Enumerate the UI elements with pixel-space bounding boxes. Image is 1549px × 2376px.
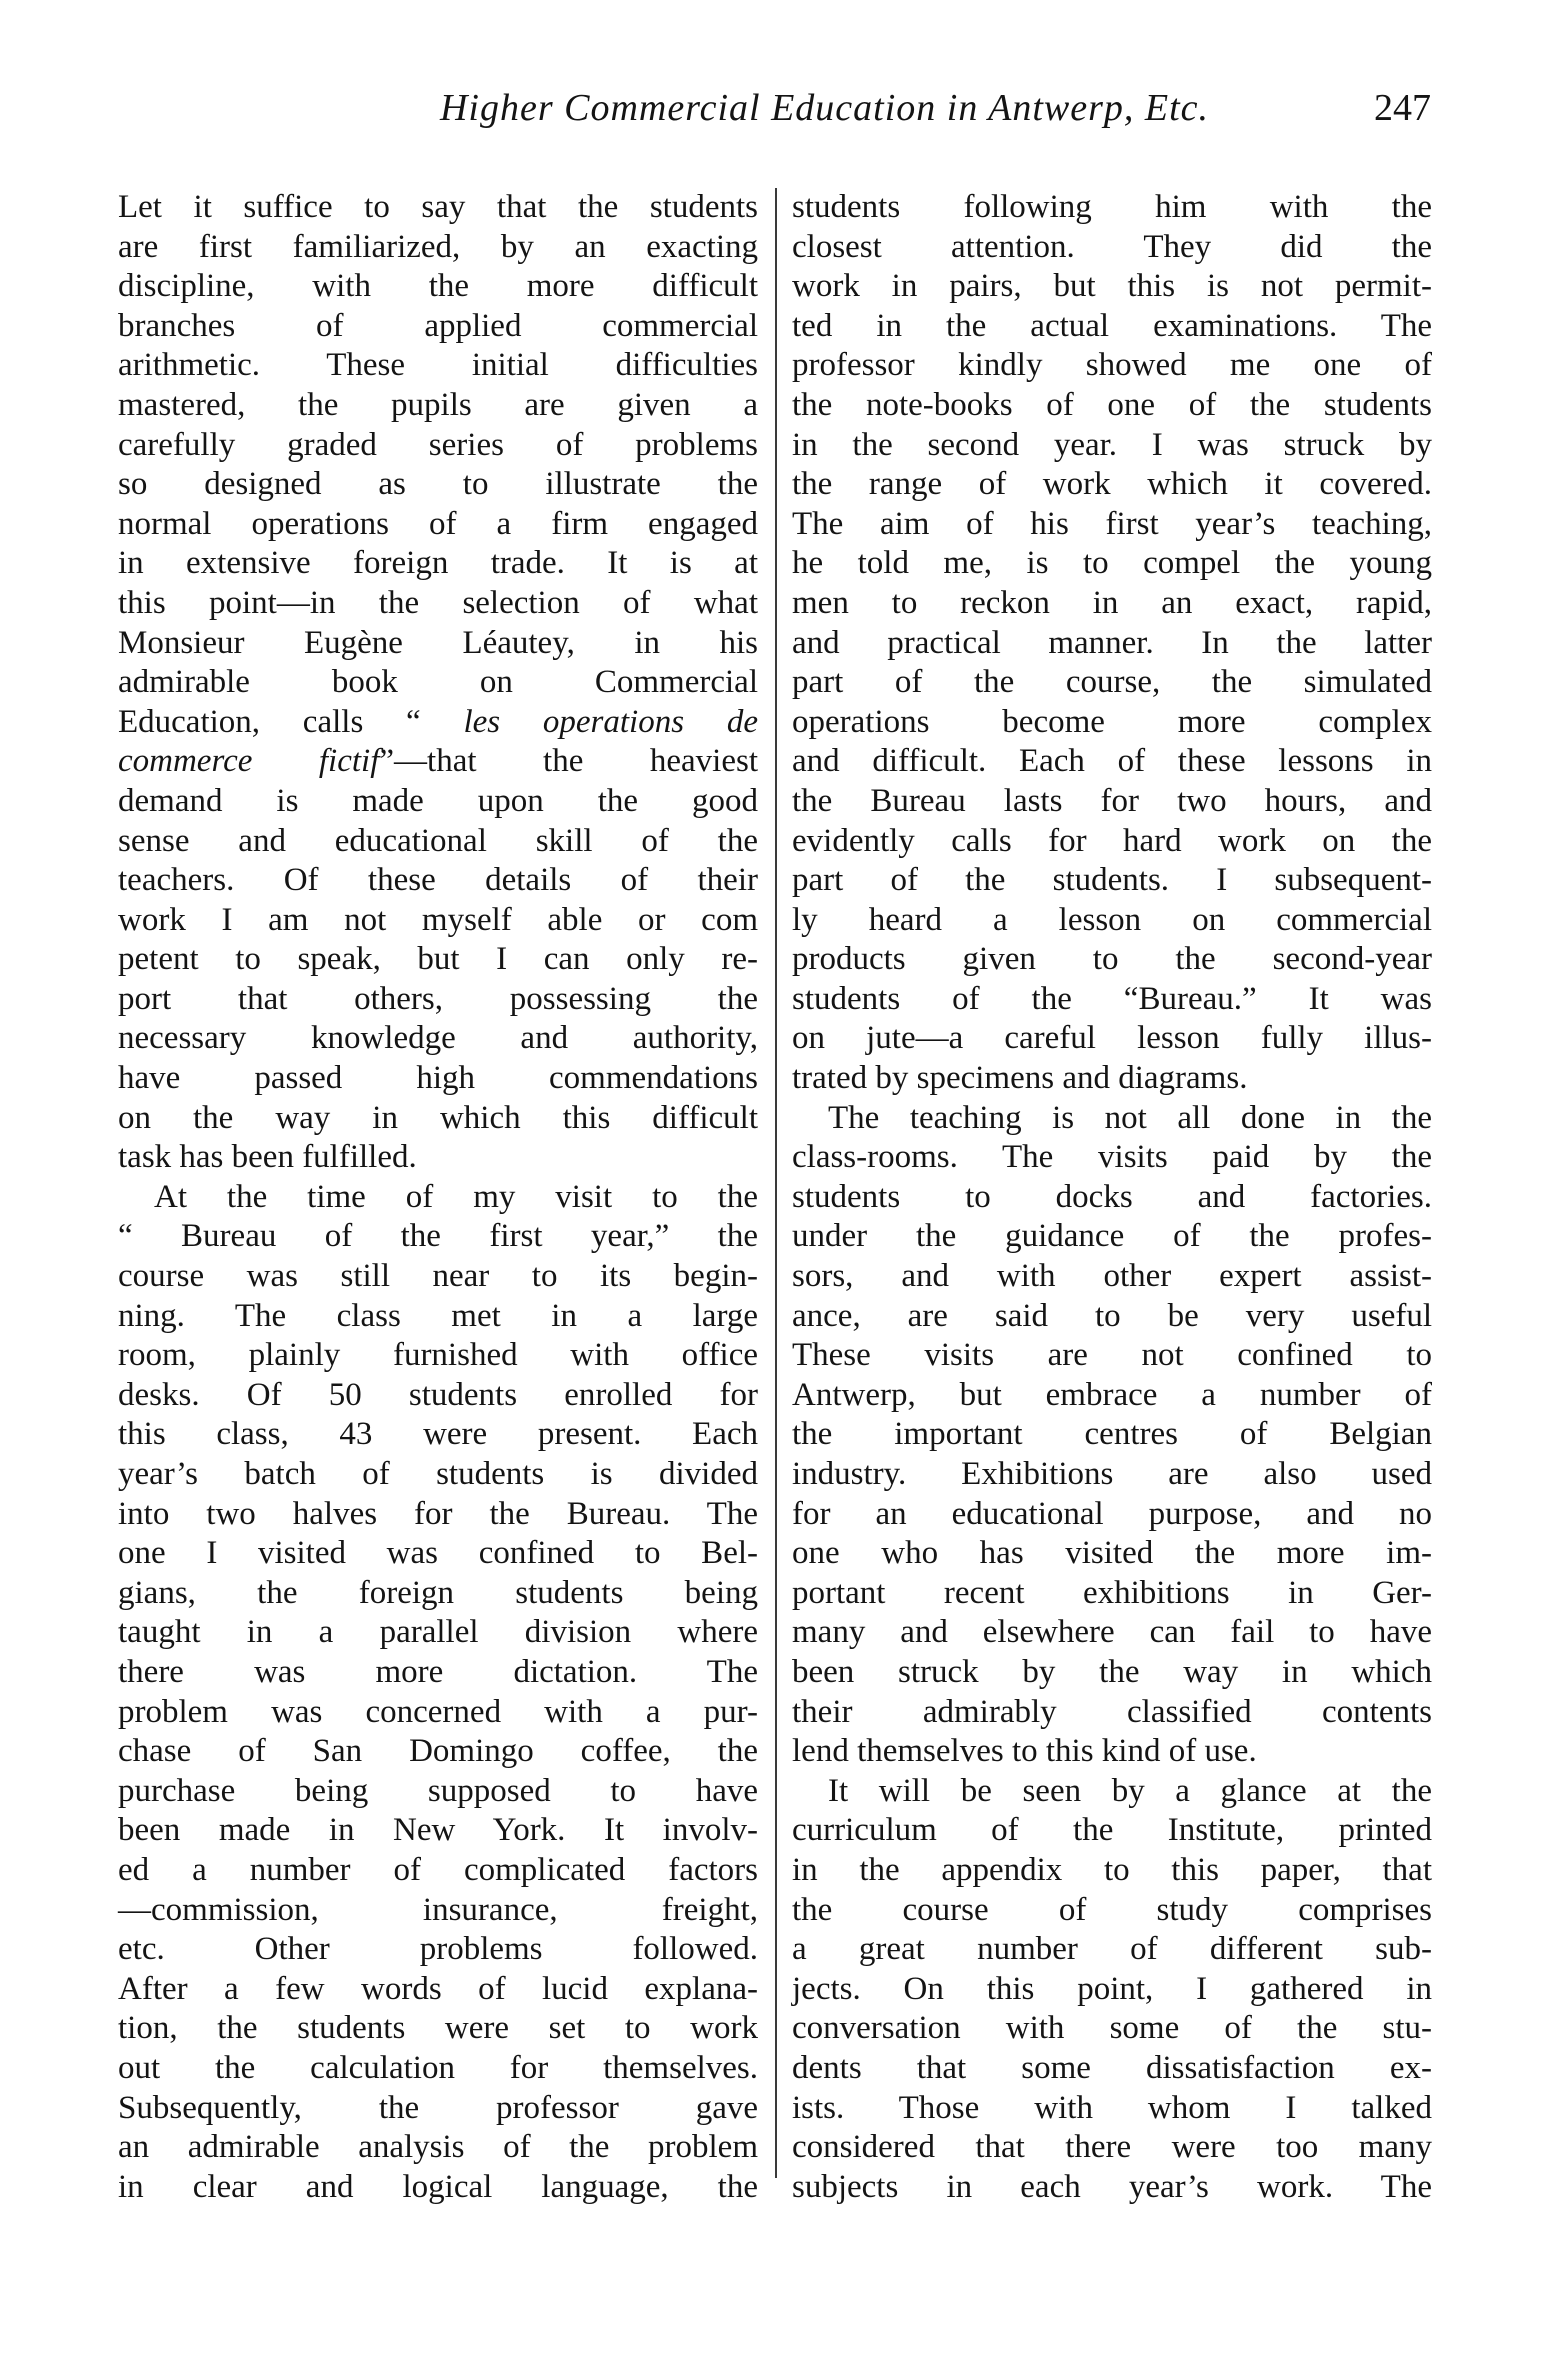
text-line: the Bureau lasts for two hours, and [792, 782, 1432, 819]
text-line: conversation with some of the stu- [792, 2010, 1432, 2047]
text-line: products given to the second-year [792, 941, 1432, 978]
text-line: normal operations of a firm engaged [118, 505, 758, 542]
text-line: Monsieur Eugène Léautey, in his [118, 624, 758, 661]
text-line: teachers. Of these details of their [118, 862, 758, 899]
text-line: “ Bureau of the first year,” the [118, 1218, 758, 1255]
text-line: a great number of different sub- [792, 1931, 1432, 1968]
paragraph-end-line: task has been fulfilled. [118, 1139, 417, 1176]
text-line: etc. Other problems followed. [118, 1931, 758, 1968]
page-number: 247 [1374, 87, 1431, 129]
text-line: gians, the foreign students being [118, 1574, 758, 1611]
text-line: tion, the students were set to work [118, 2010, 758, 2047]
text-line: room, plainly furnished with office [118, 1337, 758, 1374]
column-rule [775, 188, 777, 2178]
text-line: Let it suffice to say that the students [118, 189, 758, 225]
text-line: the important centres of Belgian [792, 1416, 1432, 1453]
left-column [118, 188, 758, 2207]
running-title: Higher Commercial Education in Antwerp, Etc. [439, 87, 1210, 129]
text-line: arithmetic. These initial difficulties [118, 347, 758, 384]
text-line: and practical manner. In the latter [792, 624, 1432, 661]
text-line: operations become more complex [792, 703, 1432, 740]
text-line: After a few words of lucid explana- [118, 1970, 758, 2007]
text-line: there was more dictation. The [118, 1653, 758, 1690]
text-line: sense and educational skill of the [118, 822, 758, 859]
text-line: These visits are not confined to [792, 1337, 1432, 1374]
text-line: the course of study comprises [792, 1891, 1432, 1928]
text-line: course was still near to its begin- [118, 1258, 758, 1295]
text-line: the note-books of one of the students [792, 386, 1432, 423]
text-line: work in pairs, but this is not permit- [792, 268, 1432, 305]
text-line: their admirably classified contents [792, 1693, 1432, 1730]
text-line: in extensive foreign trade. It is at [118, 545, 758, 582]
text-line: been made in New York. It involv- [118, 1812, 758, 1849]
text-line: sors, and with other expert assist- [792, 1258, 1432, 1295]
text-line: ning. The class met in a large [118, 1297, 758, 1334]
text-line: commerce fictif”—that the heaviest [118, 743, 758, 780]
text-line: ted in the actual examinations. The [792, 307, 1432, 344]
text-line: necessary knowledge and authority, [118, 1020, 758, 1057]
text-line: Antwerp, but embrace a number of [792, 1376, 1432, 1413]
text-line: class-rooms. The visits paid by the [792, 1139, 1432, 1176]
text-line: the range of work which it covered. [792, 466, 1432, 503]
text-line: curriculum of the Institute, printed [792, 1812, 1432, 1849]
text-line: purchase being supposed to have [118, 1772, 758, 1809]
text-line: carefully graded series of problems [118, 426, 758, 463]
text-line: are first familiarized, by an exacting [118, 228, 758, 265]
paragraph-end-line: trated by specimens and diagrams. [792, 1060, 1248, 1097]
text-line: professor kindly showed me one of [792, 347, 1432, 384]
text-line: considered that there were too many [792, 2129, 1432, 2166]
text-line: year’s batch of students is divided [118, 1456, 758, 1492]
text-line: ed a number of complicated factors [118, 1851, 758, 1888]
text-line: this class, 43 were present. Each [118, 1416, 758, 1453]
text-line: ists. Those with whom I talked [792, 2089, 1432, 2126]
text-line: out the calculation for themselves. [118, 2049, 758, 2086]
text-line: and difficult. Each of these lessons in [792, 743, 1432, 780]
text-line: one who has visited the more im- [792, 1535, 1432, 1572]
text-line: this point—in the selection of what [118, 584, 758, 621]
text-line: so designed as to illustrate the [118, 466, 758, 503]
text-line: students of the “Bureau.” It was [792, 980, 1432, 1017]
text-line: on the way in which this difficult [118, 1099, 758, 1136]
text-line: ance, are said to be very useful [792, 1297, 1432, 1334]
text-line: closest attention. They did the [792, 228, 1432, 265]
text-line: one I visited was confined to Bel- [118, 1535, 758, 1572]
text-line: demand is made upon the good [118, 782, 758, 819]
text-line: desks. Of 50 students enrolled for [118, 1376, 758, 1413]
paragraph-end-line: lend themselves to this kind of use. [792, 1733, 1257, 1770]
text-line: Subsequently, the professor gave [118, 2089, 758, 2126]
text-line: he told me, is to compel the young [792, 545, 1432, 582]
text-line: port that others, possessing the [118, 980, 758, 1017]
text-line: on jute—a careful lesson fully illus- [792, 1020, 1432, 1057]
text-line: been struck by the way in which [792, 1653, 1432, 1690]
text-line: part of the students. I subsequent- [792, 862, 1432, 899]
text-line: chase of San Domingo coffee, the [118, 1733, 758, 1770]
text-line: dents that some dissatisfaction ex- [792, 2049, 1432, 2086]
text-line: part of the course, the simulated [792, 664, 1432, 701]
text-line: petent to speak, but I can only re- [118, 941, 758, 978]
text-line: evidently calls for hard work on the [792, 822, 1432, 859]
text-line: students following him with the [792, 189, 1432, 225]
text-line: an admirable analysis of the problem [118, 2129, 758, 2166]
text-line: ly heard a lesson on commercial [792, 901, 1432, 938]
text-line: subjects in each year’s work. The [792, 2168, 1432, 2205]
text-line: work I am not myself able or com [118, 901, 758, 938]
text-line: jects. On this point, I gathered in [792, 1970, 1432, 2007]
paragraph-start-line: It will be seen by a glance at the [828, 1772, 1432, 1809]
text-line: branches of applied commercial [118, 307, 758, 344]
text-line: —commission, insurance, freight, [118, 1891, 758, 1928]
text-line: men to reckon in an exact, rapid, [792, 584, 1432, 621]
text-line: in the appendix to this paper, that [792, 1851, 1432, 1888]
text-line: portant recent exhibitions in Ger- [792, 1574, 1432, 1611]
text-line: many and elsewhere can fail to have [792, 1614, 1432, 1651]
text-line: have passed high commendations [118, 1060, 758, 1097]
text-line: students to docks and factories. [792, 1178, 1432, 1215]
paragraph-start-line: At the time of my visit to the [154, 1178, 758, 1215]
text-line: into two halves for the Bureau. The [118, 1495, 758, 1532]
text-line: for an educational purpose, and no [792, 1495, 1432, 1532]
text-line: discipline, with the more difficult [118, 268, 758, 305]
running-head [118, 86, 1431, 146]
text-line: Education, calls “ les operations de [118, 703, 758, 740]
text-line: problem was concerned with a pur- [118, 1693, 758, 1730]
text-line: under the guidance of the profes- [792, 1218, 1432, 1255]
right-column [792, 188, 1432, 2207]
text-line: industry. Exhibitions are also used [792, 1456, 1432, 1492]
text-line: taught in a parallel division where [118, 1614, 758, 1651]
text-line: in clear and logical language, the [118, 2168, 758, 2205]
text-line: in the second year. I was struck by [792, 426, 1432, 463]
text-line: admirable book on Commercial [118, 664, 758, 701]
text-line: mastered, the pupils are given a [118, 386, 758, 423]
paragraph-start-line: The teaching is not all done in the [828, 1099, 1432, 1136]
text-line: The aim of his first year’s teaching, [792, 505, 1432, 542]
